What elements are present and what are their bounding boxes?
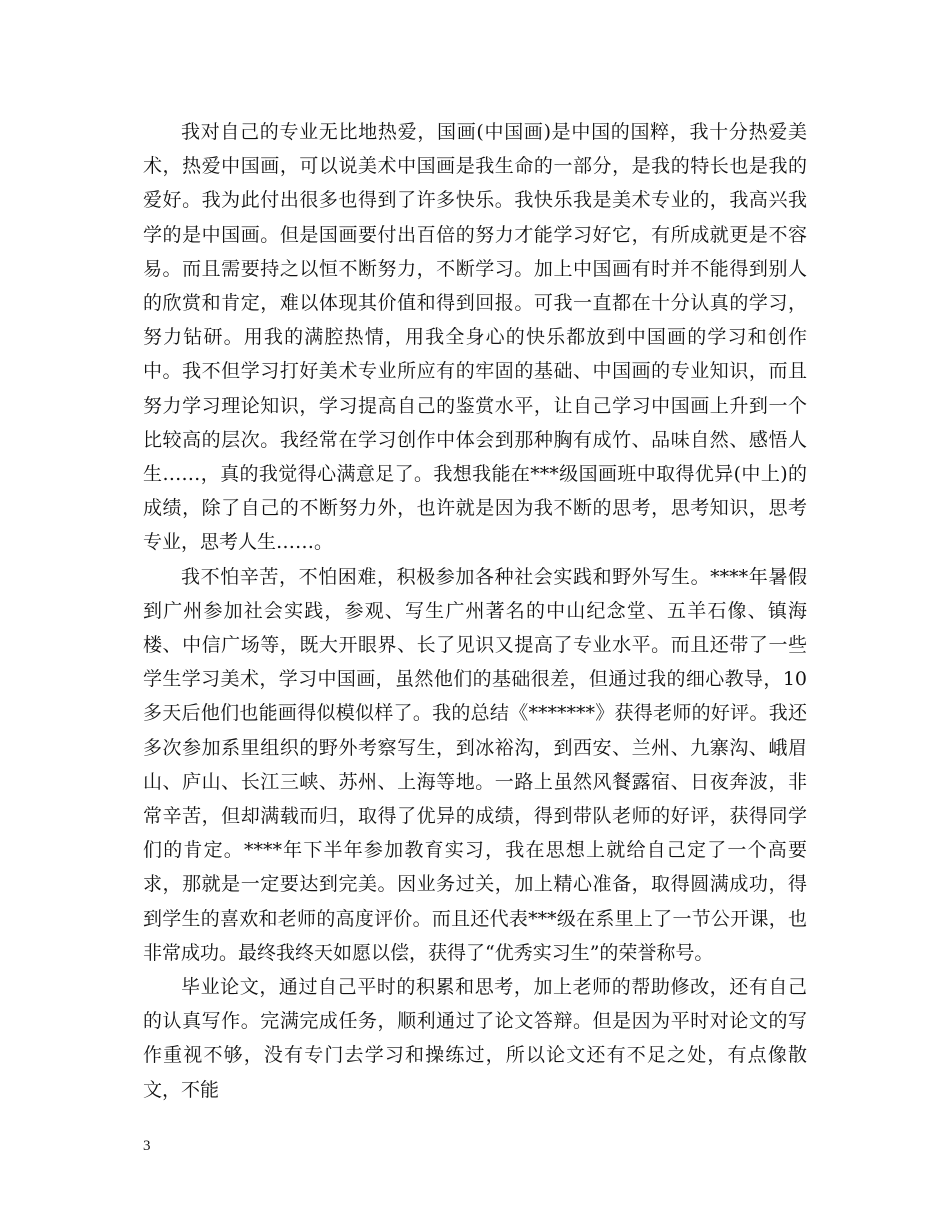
paragraph-thesis: 毕业论文，通过自己平时的积累和思考，加上老师的帮助修改，还有自己的认真写作。完满完成任务，顺利通过了论文答辩。但是因为平时对论文的写作重视不够，没有专门去学习和操练过，所以论文还有不足之处，有点像散文，不能 [143,976,807,1101]
paragraph-major-passion: 我对自己的专业无比地热爱，国画(中国画)是中国的国粹，我十分热爱美术，热爱中国画，可以说美术中国画是我生命的一部分，是我的特长也是我的爱好。我为此付出很多也得到了许多快乐。我快乐我是美术专业的，我高兴我学的是中国画。但是国画要付出百倍的努力才能学习好它，有所成就更是不容易。而且需要持之以恒不断努力，不断学习。加上中国画有时并不能得到别人的欣赏和肯定，难以体现其价值和得到回报。可我一直都在十分认真的学习，努力钻研。用我的满腔热情，用我全身心的快乐都放到中国画的学习和创作中。我不但学习打好美术专业所应有的牢固的基础、中国画的专业知识，而且努力学习理论知识，学习提高自己的鉴赏水平，让自己学习中国画上升到一个比较高的层次。我经常在学习创作中体会到那种胸有成竹、品味自然、感悟人生……，真的我觉得心满意足了。我想我能在***级国画班中取得优异(中上)的成绩，除了自己的不断努力外，也许就是因为我不断的思考，思考知识，思考专业，思考人生……。 [143,121,807,554]
body-text [143,115,807,1107]
page-number: 3 [143,1138,151,1154]
paragraph-practice-experience: 我不怕辛苦，不怕困难，积极参加各种社会实践和野外写生。****年暑假到广州参加社会实践，参观、写生广州著名的中山纪念堂、五羊石像、镇海楼、中信广场等，既大开眼界、长了见识又提高了专业水平。而且还带了一些学生学习美术，学习中国画，虽然他们的基础很差，但通过我的细心教导，10多天后他们也能画得似模似样了。我的总结《*******》获得老师的好评。我还多次参加系里组织的野外考察写生，到冰裕沟，到西安、兰州、九寨沟、峨眉山、庐山、长江三峡、苏州、上海等地。一路上虽然风餐露宿、日夜奔波，非常辛苦，但却满载而归，取得了优异的成绩，得到带队老师的好评，获得同学们的肯定。****年下半年参加教育实习，我在思想上就给自己定了一个高要求，那就是一定要达到完美。因业务过关，加上精心准备，取得圆满成功，得到学生的喜欢和老师的高度评价。而且还代表***级在系里上了一节公开课，也非常成功。最终我终天如愿以偿，获得了“优秀实习生”的荣誉称号。 [143,565,807,964]
